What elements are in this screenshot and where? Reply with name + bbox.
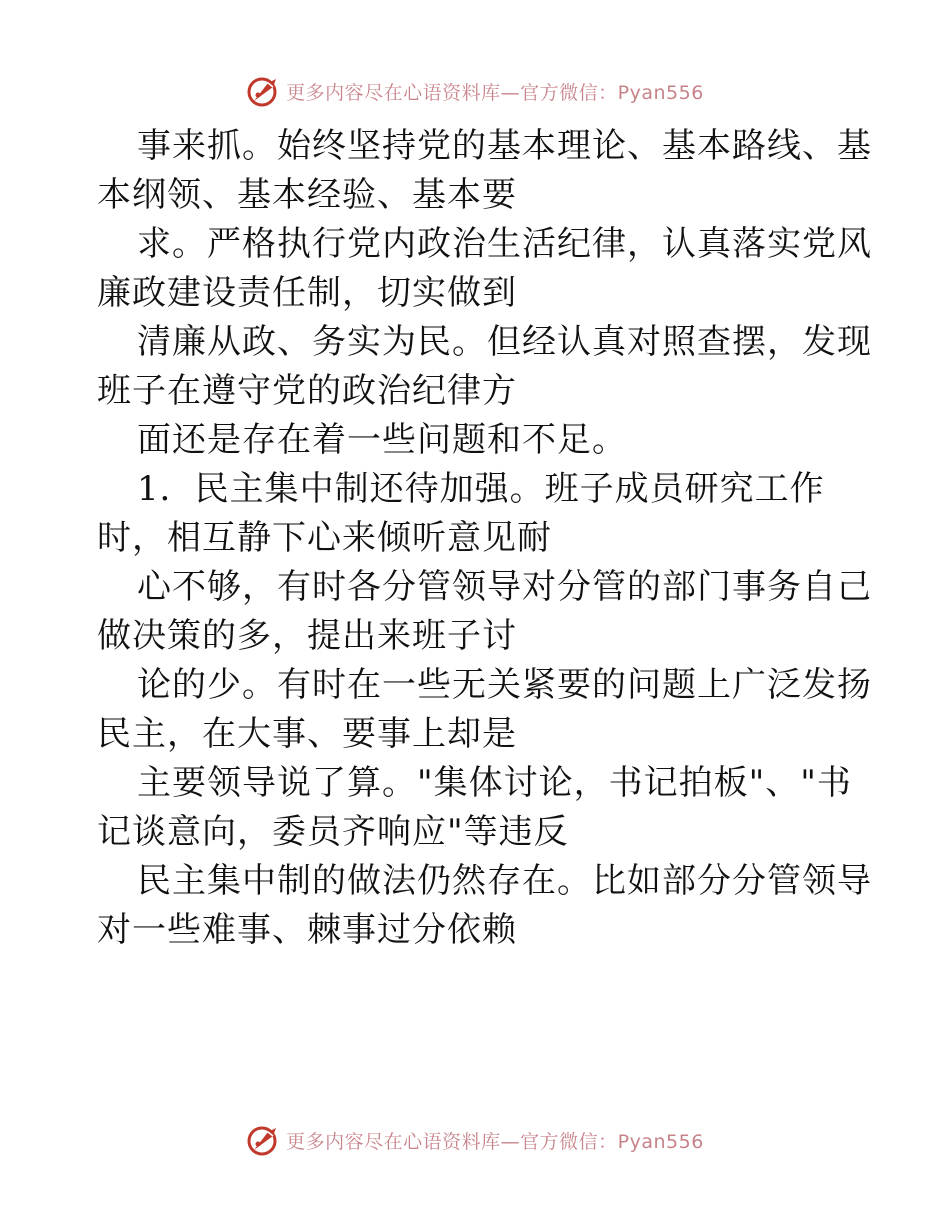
text-line: 做决策的多，提出来班子讨 xyxy=(97,616,517,656)
pen-nib-circle-icon xyxy=(246,1122,282,1158)
text-line: 主要领导说了算。"集体讨论，书记拍板"、"书 xyxy=(137,763,852,803)
text-line: 清廉从政、务实为民。但经认真对照查摆，发现 xyxy=(137,322,872,362)
footer-watermark xyxy=(0,1120,950,1160)
text-line: 事来抓。始终坚持党的基本理论、基本路线、基 xyxy=(137,126,872,166)
header-watermark xyxy=(0,71,950,111)
text-line: 对一些难事、棘事过分依赖 xyxy=(97,910,517,950)
text-line: 记谈意向，委员齐响应"等违反 xyxy=(97,812,569,852)
text-line: 班子在遵守党的政治纪律方 xyxy=(97,371,517,411)
text-line: 廉政建设责任制，切实做到 xyxy=(97,273,517,313)
text-line: 求。严格执行党内政治生活纪律，认真落实党风 xyxy=(137,224,872,264)
document-body xyxy=(97,122,872,955)
watermark-text: 更多内容尽在心语资料库—官方微信：Pyan556 xyxy=(286,1130,704,1153)
text-line: 时，相互静下心来倾听意见耐 xyxy=(97,518,552,558)
text-line: 本纲领、基本经验、基本要 xyxy=(97,175,517,215)
pen-nib-circle-icon xyxy=(246,73,282,109)
text-line: 民主集中制的做法仍然存在。比如部分分管领导 xyxy=(137,861,872,901)
text-line: 1．民主集中制还待加强。班子成员研究工作 xyxy=(137,469,825,509)
text-line: 论的少。有时在一些无关紧要的问题上广泛发扬 xyxy=(137,665,872,705)
text-line: 面还是存在着一些问题和不足。 xyxy=(137,420,627,460)
text-line: 民主，在大事、要事上却是 xyxy=(97,714,517,754)
watermark-text: 更多内容尽在心语资料库—官方微信：Pyan556 xyxy=(286,81,704,104)
text-line: 心不够，有时各分管领导对分管的部门事务自己 xyxy=(137,567,872,607)
